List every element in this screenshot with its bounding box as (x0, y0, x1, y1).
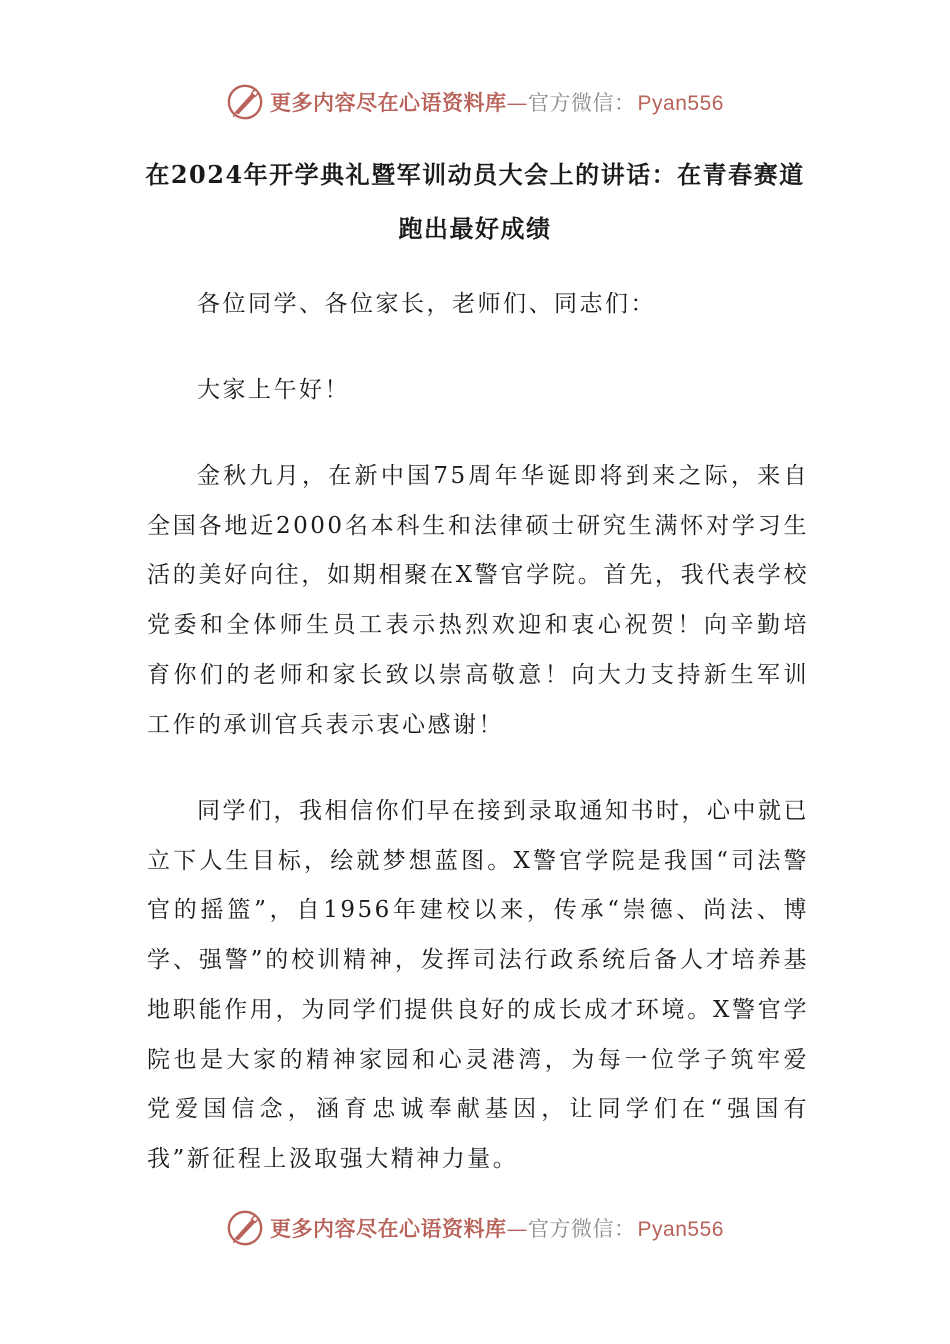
banner-official-label: 官方微信： (528, 1217, 636, 1241)
header-banner (0, 82, 950, 122)
pen-logo-icon (226, 83, 264, 121)
document-title: 在2024年开学典礼暨军训动员大会上的讲话：在青春赛道跑出最好成绩 (145, 160, 805, 243)
banner-text (270, 1213, 724, 1243)
greeting: 大家上午好！ (197, 377, 350, 403)
footer-banner (0, 1208, 950, 1248)
banner-brand: 更多内容尽在心语资料库 (270, 90, 507, 115)
banner-separator: — (506, 91, 529, 115)
pen-logo-icon (226, 1209, 264, 1247)
body-paragraph-1: 金秋九月，在新中国75周年华诞即将到来之际，来自全国各地近2000名本科生和法律硕士研究生满怀对学习生活的美好向往，如期相聚在X警官学院。首先，我代表学校党委和全体师生员工表示热烈欢迎和衷心祝贺！向辛勤培育你们的老师和家长致以崇高敬意！向大力支持新生军训工作的承训官兵表示衷心感谢！ (147, 463, 809, 738)
banner-text (270, 87, 724, 117)
banner-brand: 更多内容尽在心语资料库 (270, 1216, 507, 1241)
banner-official-label: 官方微信： (528, 91, 636, 115)
body-paragraph-2: 同学们，我相信你们早在接到录取通知书时，心中就已立下人生目标，绘就梦想蓝图。X警官学院是我国“司法警官的摇篮”，自1956年建校以来，传承“崇德、尚法、博学、强警”的校训精神，发挥司法行政系统后备人才培养基地职能作用，为同学们提供良好的成长成才环境。X警官学院也是大家的精神家园和心灵港湾，为每一位学子筑牢爱党爱国信念，涵育忠诚奉献基因，让同学们在“强国有我”新征程上汲取强大精神力量。 (147, 798, 809, 1172)
banner-wechat-id: Pyan556 (637, 1218, 724, 1241)
banner-separator: — (506, 1217, 529, 1241)
banner-wechat-id: Pyan556 (637, 92, 724, 115)
salutation: 各位同学、各位家长，老师们、同志们： (197, 291, 656, 317)
